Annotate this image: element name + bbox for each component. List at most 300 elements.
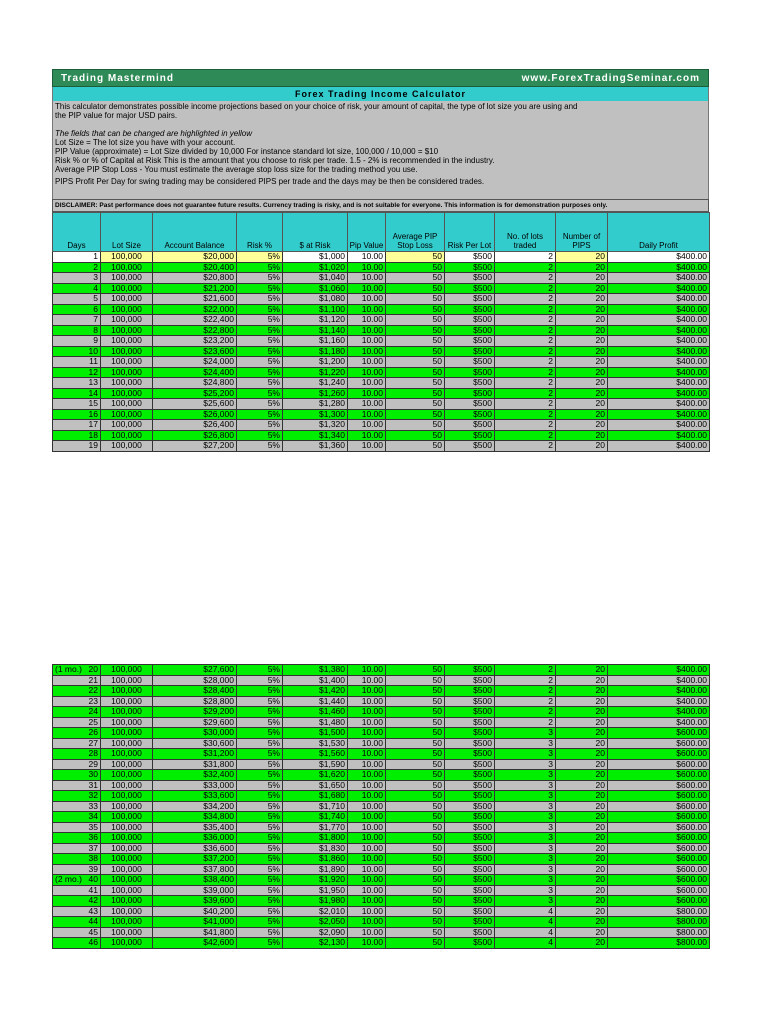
table-row [53,430,710,441]
cell-number-of-pips: 20 [556,728,608,739]
cell-lot-size: 100,000 [101,843,153,854]
cell-day [53,822,101,833]
day-number: 4 [93,283,98,293]
cell-dollar-at-risk: $1,460 [283,707,348,718]
cell-lot-size: 100,000 [101,346,153,357]
cell-number-of-pips: 20 [556,441,608,452]
cell-account-balance: $41,800 [153,927,237,938]
cell-pip-value: 10.00 [348,686,386,697]
day-number: 24 [88,706,98,716]
day-number: 11 [89,356,98,366]
cell-lot-size: 100,000 [101,812,153,823]
day-number: 42 [88,895,98,905]
cell-number-of-pips: 20 [556,283,608,294]
cell-dollar-at-risk: $1,400 [283,675,348,686]
cell-account-balance: $37,800 [153,864,237,875]
cell-pip-value: 10.00 [348,938,386,949]
cell-lots-traded: 3 [495,896,556,907]
cell-account-balance: $35,400 [153,822,237,833]
cell-pip-value: 10.00 [348,833,386,844]
cell-account-balance: $21,600 [153,294,237,305]
cell-account-balance: $24,000 [153,357,237,368]
cell-account-balance: $26,800 [153,430,237,441]
cell-pip-value: 10.00 [348,388,386,399]
cell-risk-per-lot: $500 [445,843,495,854]
cell-dollar-at-risk: $2,090 [283,927,348,938]
day-number: 28 [88,748,98,758]
cell-account-balance[interactable]: $20,000 [153,252,237,263]
day-number: 27 [88,738,98,748]
cell-avg-pip-stop-loss: 50 [386,304,445,315]
cell-daily-profit: $400.00 [608,252,710,263]
cell-lots-traded: 2 [495,304,556,315]
cell-risk-percent: 5% [237,315,283,326]
cell-risk-per-lot: $500 [445,304,495,315]
cell-dollar-at-risk: $1,710 [283,801,348,812]
table-row [53,822,710,833]
cell-number-of-pips: 20 [556,801,608,812]
cell-avg-pip-stop-loss: 50 [386,728,445,739]
day-number: 33 [88,801,98,811]
cell-risk-percent[interactable]: 5% [237,252,283,263]
cell-lot-size: 100,000 [101,430,153,441]
cell-account-balance: $34,200 [153,801,237,812]
cell-risk-percent: 5% [237,917,283,928]
cell-dollar-at-risk: $1,530 [283,738,348,749]
cell-day [53,833,101,844]
cell-avg-pip-stop-loss: 50 [386,801,445,812]
cell-dollar-at-risk: $1,420 [283,686,348,697]
cell-day [53,906,101,917]
cell-lot-size: 100,000 [101,822,153,833]
cell-avg-pip-stop-loss: 50 [386,420,445,431]
cell-risk-percent: 5% [237,273,283,284]
cell-pip-value: 10.00 [348,896,386,907]
day-number: 25 [88,717,98,727]
cell-account-balance: $27,600 [153,665,237,676]
cell-avg-pip-stop-loss[interactable]: 50 [386,252,445,263]
day-number: 15 [88,398,98,408]
cell-avg-pip-stop-loss: 50 [386,738,445,749]
day-number: 23 [88,696,98,706]
cell-avg-pip-stop-loss: 50 [386,770,445,781]
cell-dollar-at-risk: $1,830 [283,843,348,854]
cell-risk-per-lot: $500 [445,770,495,781]
cell-daily-profit: $400.00 [608,367,710,378]
cell-risk-per-lot: $500 [445,675,495,686]
cell-lots-traded: 2 [495,378,556,389]
cell-risk-percent: 5% [237,399,283,410]
table-row [53,896,710,907]
cell-avg-pip-stop-loss: 50 [386,875,445,886]
cell-avg-pip-stop-loss: 50 [386,367,445,378]
table-row [53,304,710,315]
cell-risk-percent: 5% [237,791,283,802]
disclaimer: DISCLAIMER: Past performance does not guarantee future results. Currency trading is risky, and is not suitable for everyone. This information is for demonstration purposes only. [52,199,709,212]
income-table-bottom [52,664,710,949]
cell-lots-traded: 3 [495,738,556,749]
cell-day [53,441,101,452]
cell-pip-value: 10.00 [348,430,386,441]
cell-daily-profit: $600.00 [608,885,710,896]
brand-name: Trading Mastermind [61,72,175,84]
day-number: 19 [88,440,98,450]
cell-risk-percent: 5% [237,325,283,336]
cell-risk-percent: 5% [237,430,283,441]
cell-day [53,864,101,875]
cell-lots-traded: 3 [495,801,556,812]
cell-daily-profit: $600.00 [608,854,710,865]
cell-pip-value: 10.00 [348,304,386,315]
day-number: 35 [88,822,98,832]
cell-pip-value: 10.00 [348,367,386,378]
cell-day [53,252,101,263]
table-row [53,294,710,305]
cell-lots-traded: 3 [495,749,556,760]
cell-lots-traded: 3 [495,770,556,781]
cell-pip-value: 10.00 [348,749,386,760]
cell-avg-pip-stop-loss: 50 [386,262,445,273]
cell-account-balance: $22,000 [153,304,237,315]
day-number: 32 [88,790,98,800]
cell-avg-pip-stop-loss: 50 [386,283,445,294]
day-number: 46 [88,937,98,947]
cell-avg-pip-stop-loss: 50 [386,430,445,441]
cell-risk-per-lot: $500 [445,885,495,896]
cell-account-balance: $38,400 [153,875,237,886]
cell-daily-profit: $800.00 [608,938,710,949]
cell-account-balance: $22,400 [153,315,237,326]
cell-account-balance: $41,000 [153,917,237,928]
cell-day [53,346,101,357]
cell-pip-value: 10.00 [348,399,386,410]
cell-avg-pip-stop-loss: 50 [386,388,445,399]
cell-pip-value: 10.00 [348,780,386,791]
cell-risk-percent: 5% [237,885,283,896]
cell-day [53,325,101,336]
cell-lot-size: 100,000 [101,854,153,865]
cell-account-balance: $27,200 [153,441,237,452]
cell-account-balance: $29,600 [153,717,237,728]
cell-number-of-pips: 20 [556,430,608,441]
day-number: 12 [88,367,98,377]
info-line: PIPS Profit Per Day for swing trading may be considered PIPS per trade and the days may be then be considered trades. [55,177,485,186]
cell-avg-pip-stop-loss: 50 [386,938,445,949]
cell-number-of-pips: 20 [556,927,608,938]
table-row [53,927,710,938]
cell-risk-per-lot: $500 [445,273,495,284]
cell-lot-size: 100,000 [101,325,153,336]
cell-account-balance: $36,000 [153,833,237,844]
cell-day [53,675,101,686]
cell-risk-per-lot: $500 [445,686,495,697]
cell-daily-profit: $400.00 [608,262,710,273]
cell-risk-percent: 5% [237,875,283,886]
cell-lots-traded: 3 [495,864,556,875]
cell-lot-size: 100,000 [101,801,153,812]
cell-risk-percent: 5% [237,759,283,770]
cell-number-of-pips: 20 [556,864,608,875]
cell-avg-pip-stop-loss: 50 [386,927,445,938]
cell-risk-percent: 5% [237,927,283,938]
cell-risk-percent: 5% [237,843,283,854]
day-number: 21 [88,675,98,685]
cell-pip-value: 10.00 [348,252,386,263]
cell-avg-pip-stop-loss: 50 [386,885,445,896]
table-row [53,780,710,791]
table-row [53,399,710,410]
cell-avg-pip-stop-loss: 50 [386,896,445,907]
cell-risk-percent: 5% [237,738,283,749]
cell-number-of-pips: 20 [556,665,608,676]
cell-lot-size[interactable]: 100,000 [101,252,153,263]
cell-lots-traded: 2 [495,696,556,707]
cell-lot-size: 100,000 [101,388,153,399]
cell-lot-size: 100,000 [101,336,153,347]
cell-day [53,717,101,728]
cell-risk-per-lot: $500 [445,325,495,336]
table-row [53,917,710,928]
cell-day [53,843,101,854]
header-lots-traded: No. of lots traded [495,213,556,252]
cell-dollar-at-risk: $1,980 [283,896,348,907]
info-line: The fields that can be changed are highlighted in yellow [55,129,253,138]
cell-risk-per-lot: $500 [445,336,495,347]
cell-pip-value: 10.00 [348,717,386,728]
cell-day [53,812,101,823]
cell-dollar-at-risk: $1,220 [283,367,348,378]
cell-lot-size: 100,000 [101,441,153,452]
table-row [53,885,710,896]
cell-number-of-pips: 20 [556,770,608,781]
cell-dollar-at-risk: $1,080 [283,294,348,305]
cell-day [53,294,101,305]
info-line: This calculator demonstrates possible income projections based on your choice of risk, your amount of capital, the type of lot size you are using and [55,102,578,111]
cell-day [53,665,101,676]
cell-risk-per-lot: $500 [445,399,495,410]
cell-avg-pip-stop-loss: 50 [386,717,445,728]
cell-number-of-pips: 20 [556,696,608,707]
cell-lot-size: 100,000 [101,885,153,896]
cell-number-of-pips: 20 [556,325,608,336]
cell-number-of-pips[interactable]: 20 [556,252,608,263]
cell-risk-per-lot: $500 [445,759,495,770]
cell-lot-size: 100,000 [101,367,153,378]
table-row [53,707,710,718]
cell-day [53,791,101,802]
table-row [53,833,710,844]
cell-dollar-at-risk: $1,360 [283,441,348,452]
cell-account-balance: $42,600 [153,938,237,949]
cell-risk-per-lot: $500 [445,812,495,823]
cell-avg-pip-stop-loss: 50 [386,675,445,686]
cell-dollar-at-risk: $1,480 [283,717,348,728]
cell-lots-traded: 2 [495,346,556,357]
cell-lots-traded: 2 [495,357,556,368]
cell-lot-size: 100,000 [101,294,153,305]
cell-risk-percent: 5% [237,822,283,833]
cell-day [53,399,101,410]
cell-pip-value: 10.00 [348,346,386,357]
cell-lots-traded: 2 [495,252,556,263]
cell-lots-traded: 2 [495,686,556,697]
cell-risk-per-lot: $500 [445,917,495,928]
day-number: 17 [88,419,98,429]
info-line: Average PIP Stop Loss - You must estimate the average stop loss size for the trading method you use. [55,165,418,174]
website-link[interactable]: www.ForexTradingSeminar.com [521,72,700,84]
table-row [53,409,710,420]
cell-risk-percent: 5% [237,665,283,676]
table-row [53,791,710,802]
cell-day [53,801,101,812]
day-number: 41 [88,885,98,895]
header-risk-per-lot: Risk Per Lot [445,213,495,252]
cell-avg-pip-stop-loss: 50 [386,833,445,844]
cell-pip-value: 10.00 [348,315,386,326]
cell-lot-size: 100,000 [101,791,153,802]
cell-risk-per-lot: $500 [445,801,495,812]
cell-lot-size: 100,000 [101,833,153,844]
cell-dollar-at-risk: $1,160 [283,336,348,347]
cell-day [53,738,101,749]
table-row [53,252,710,263]
cell-day [53,336,101,347]
cell-dollar-at-risk: $1,060 [283,283,348,294]
cell-avg-pip-stop-loss: 50 [386,665,445,676]
cell-daily-profit: $400.00 [608,283,710,294]
header-row [53,213,710,252]
cell-lots-traded: 2 [495,367,556,378]
cell-day [53,780,101,791]
cell-pip-value: 10.00 [348,843,386,854]
table-row [53,770,710,781]
cell-lots-traded: 2 [495,707,556,718]
cell-pip-value: 10.00 [348,665,386,676]
day-number: 2 [93,262,98,272]
cell-daily-profit: $600.00 [608,896,710,907]
cell-number-of-pips: 20 [556,304,608,315]
cell-dollar-at-risk: $1,320 [283,420,348,431]
cell-number-of-pips: 20 [556,843,608,854]
cell-pip-value: 10.00 [348,357,386,368]
cell-daily-profit: $400.00 [608,717,710,728]
info-panel [52,101,709,199]
cell-daily-profit: $600.00 [608,780,710,791]
table-row [53,336,710,347]
header-lot-size: Lot Size [101,213,153,252]
cell-lots-traded: 2 [495,430,556,441]
day-number: 14 [88,388,98,398]
cell-pip-value: 10.00 [348,738,386,749]
cell-pip-value: 10.00 [348,927,386,938]
cell-risk-per-lot: $500 [445,738,495,749]
cell-daily-profit: $400.00 [608,399,710,410]
cell-lots-traded: 3 [495,833,556,844]
cell-lot-size: 100,000 [101,357,153,368]
table-row [53,864,710,875]
table-row [53,357,710,368]
cell-lot-size: 100,000 [101,738,153,749]
cell-number-of-pips: 20 [556,854,608,865]
day-number: 30 [88,769,98,779]
table-row [53,420,710,431]
cell-risk-per-lot: $500 [445,430,495,441]
cell-daily-profit: $600.00 [608,728,710,739]
cell-avg-pip-stop-loss: 50 [386,906,445,917]
calculator-sheet [52,69,709,452]
cell-pip-value: 10.00 [348,822,386,833]
cell-dollar-at-risk: $1,890 [283,864,348,875]
cell-lots-traded: 3 [495,791,556,802]
cell-avg-pip-stop-loss: 50 [386,791,445,802]
cell-pip-value: 10.00 [348,885,386,896]
header-daily-profit: Daily Profit [608,213,710,252]
cell-day [53,378,101,389]
table-row [53,283,710,294]
cell-risk-per-lot: $500 [445,833,495,844]
day-number: 6 [93,304,98,314]
cell-account-balance: $31,200 [153,749,237,760]
cell-pip-value: 10.00 [348,854,386,865]
cell-avg-pip-stop-loss: 50 [386,759,445,770]
cell-risk-percent: 5% [237,896,283,907]
cell-risk-percent: 5% [237,441,283,452]
cell-daily-profit: $800.00 [608,906,710,917]
cell-daily-profit: $400.00 [608,315,710,326]
cell-number-of-pips: 20 [556,749,608,760]
cell-risk-percent: 5% [237,717,283,728]
cell-account-balance: $40,200 [153,906,237,917]
cell-risk-per-lot: $500 [445,367,495,378]
calculator-title: Forex Trading Income Calculator [52,87,709,101]
cell-day [53,854,101,865]
cell-risk-per-lot: $500 [445,728,495,739]
cell-dollar-at-risk: $1,100 [283,304,348,315]
cell-avg-pip-stop-loss: 50 [386,780,445,791]
cell-lots-traded: 2 [495,273,556,284]
cell-risk-per-lot: $500 [445,822,495,833]
cell-risk-percent: 5% [237,780,283,791]
cell-risk-per-lot: $500 [445,854,495,865]
day-number: 44 [88,916,98,926]
table-row [53,367,710,378]
cell-pip-value: 10.00 [348,791,386,802]
cell-lots-traded: 3 [495,728,556,739]
day-number: 34 [88,811,98,821]
cell-number-of-pips: 20 [556,378,608,389]
cell-daily-profit: $600.00 [608,770,710,781]
cell-risk-percent: 5% [237,294,283,305]
cell-lots-traded: 4 [495,927,556,938]
cell-risk-percent: 5% [237,854,283,865]
cell-daily-profit: $400.00 [608,357,710,368]
cell-daily-profit: $800.00 [608,927,710,938]
cell-risk-per-lot: $500 [445,864,495,875]
cell-number-of-pips: 20 [556,917,608,928]
cell-risk-per-lot: $500 [445,441,495,452]
cell-avg-pip-stop-loss: 50 [386,843,445,854]
cell-lot-size: 100,000 [101,927,153,938]
cell-dollar-at-risk: $1,020 [283,262,348,273]
cell-number-of-pips: 20 [556,336,608,347]
cell-pip-value: 10.00 [348,420,386,431]
cell-risk-per-lot: $500 [445,749,495,760]
cell-lot-size: 100,000 [101,686,153,697]
cell-lots-traded: 3 [495,854,556,865]
cell-account-balance: $36,600 [153,843,237,854]
cell-pip-value: 10.00 [348,409,386,420]
cell-lot-size: 100,000 [101,917,153,928]
